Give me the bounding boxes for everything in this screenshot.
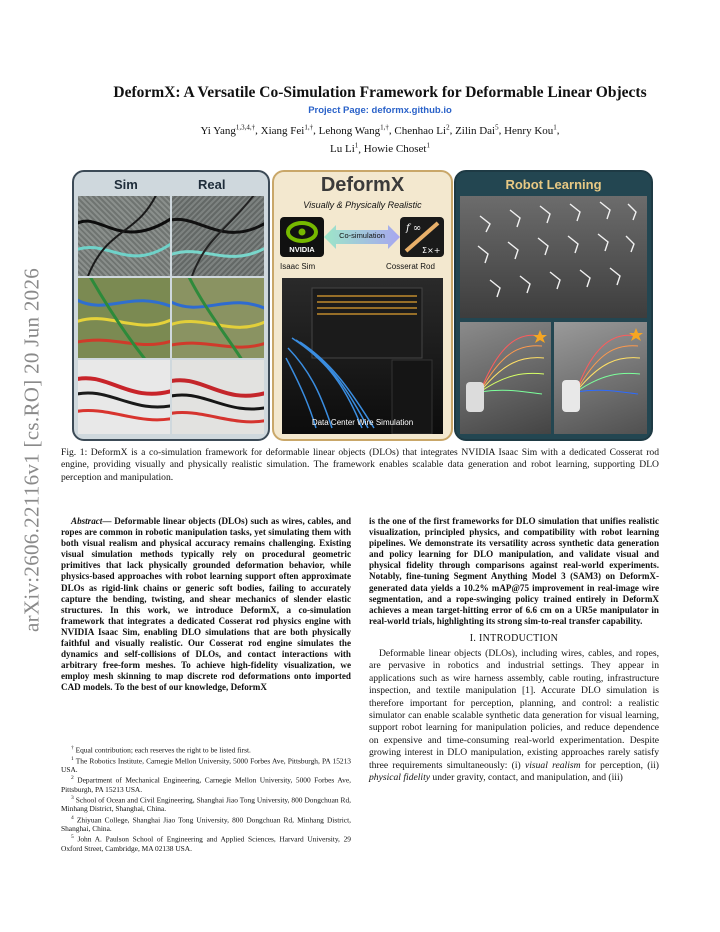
figure-caption: Fig. 1: DeformX is a co-simulation framework for deformable linear objects (DLOs) that integrates NVIDIA Isaac Sim with a dedicated Cosserat rod engine, providing visually and physically realistic simulation. The framework enables scalable data generation and robot learning, supporting DLO perception and manipulation. — [61, 447, 659, 483]
rope-grid-image — [460, 196, 647, 318]
robot-learning-panel — [454, 170, 653, 441]
deformx-panel — [272, 170, 453, 441]
footnote: $^1$ The Robotics Institute, Carnegie Mellon University, 5000 Forbes Ave, Pittsburgh, PA 15213 USA. — [61, 755, 351, 775]
sim-swing-image — [460, 322, 551, 434]
author: Henry Kou$^1$ — [504, 123, 557, 137]
author: Lu Li$^1$ — [330, 141, 359, 156]
section-heading: I. INTRODUCTION — [469, 632, 559, 644]
nvidia-logo: NVIDIA — [280, 217, 324, 257]
real-rope-image — [172, 360, 264, 434]
abstract: Abstract— Deformable linear objects (DLOs) such as wires, cables, and ropes are common in robotic manipulation tasks, yet simulating them with both visual realism and physical accuracy remains challenging. Existing visual simulation methods typically rely on procedural geometric primitives that lack physically grounded deformation behavior, while physics-based approaches with robot learning support often approximate DLOs as rigid-link chains or generic soft bodies, failing to accurately capture the bending, twisting, and shear mechanics of slender elastic structures. In this work, we introduce DeformX, a co-simulation framework that integrates a dedicated Cosserat rod physics engine with NVIDIA Isaac Sim, enabling DLO simulations that are both physically faithful and visually realistic. Our Cosserat rod engine simulates the dynamics and self-collisions of DLOs, and contact interactions with arbitrary free-form meshes. To achieve high-fidelity visualization, we employ mesh skinning to map discrete rod deformations onto imported CAD models. To the best of our knowledge, DeformX — [61, 516, 351, 693]
sim-rope-image — [78, 360, 170, 434]
sim-cable-image — [78, 278, 170, 358]
project-page-link[interactable]: Project Page: deformx.github.io — [308, 105, 452, 116]
sim-real-panel — [72, 170, 270, 441]
real-cable-image — [172, 278, 264, 358]
abstract-label: Abstract — [71, 516, 103, 526]
real-wire-image — [172, 196, 264, 276]
footnote: $^5$ John A. Paulson School of Engineering and Applied Sciences, Harvard University, 29 Oxford Street, Cambridge, MA 02138 USA. — [61, 834, 351, 853]
footnote: $^2$ Department of Mechanical Engineering, Carnegie Mellon University, 5000 Forbes Ave, Pittsburgh, PA 15213 USA. — [61, 775, 351, 794]
author: Chenhao Li$^2$ — [394, 123, 450, 137]
real-swing-image — [554, 322, 647, 434]
svg-text:f ∞: f ∞ — [406, 223, 422, 234]
sim-label: Sim — [114, 177, 138, 192]
robot-learning-label: Robot Learning — [505, 177, 602, 192]
footnote: $^4$ Zhiyuan College, Shanghai Jiao Tong University, 800 Dongchuan Rd, Minhang District, Shanghai, China. — [61, 814, 351, 834]
isaac-sim-label: Isaac Sim — [280, 262, 316, 271]
datacenter-label: Data Center Wire Simulation — [311, 418, 414, 427]
author-list: Yi Yang$^{1,3,4,\dagger}$, Xiang Fei$^{1,\dagger}$, Lehong Wang$^{1,\dagger}$, Chenhao Li$^2$, Zilin Dai$^5$, Henry Kou$^1$, Lu Li$^1$, Howie Choset$^1$ — [200, 123, 560, 156]
arxiv-stamp: arXiv:2606.22116v1 [cs.RO] 20 Jun 2026 — [19, 267, 44, 633]
author: Xiang Fei$^{1,\dagger}$ — [260, 123, 314, 137]
footnote: $^3$ School of Ocean and Civil Engineering, Shanghai Jiao Tong University, 800 Dongchuan Rd, Minhang District, Shanghai, China. — [61, 794, 351, 814]
deformx-subtitle: Visually & Physically Realistic — [303, 200, 422, 210]
svg-text:Σ×+: Σ×+ — [422, 246, 441, 255]
cosserat-rod-icon — [400, 217, 444, 257]
cosim-label: Co-simulation — [339, 231, 385, 240]
footnotes — [61, 744, 351, 853]
right-column — [369, 516, 659, 785]
author: Zilin Dai$^5$ — [455, 123, 499, 137]
author: Howie Choset$^1$ — [363, 141, 430, 156]
sim-wire-image — [78, 196, 170, 276]
author: Yi Yang$^{1,3,4,\dagger}$ — [200, 123, 256, 137]
author: Lehong Wang$^{1,\dagger}$ — [318, 123, 389, 137]
abstract-continued: is the one of the first frameworks for DLO simulation that unifies realistic visualization, principled physics, and compatibility with robot learning pipelines. We demonstrate its versatility across synthetic data generation and policy learning for DLO manipulation, and validate visual and physical fidelity through comparisons against real-world experiments. Notably, fine-tuning Segment Anything Model 3 (SAM3) on DeformX-generated data yields a 10.2% mAP@75 improvement in real-image wire segmentation, and a rope-swinging policy trained entirely in DeformX achieves a mean target-hitting error of 6.6 cm on a UR5e manipulator in real-world trials, highlighting its strong sim-to-real transfer capability. — [369, 516, 659, 626]
real-label: Real — [198, 177, 226, 192]
paper-title: DeformX: A Versatile Co-Simulation Framework for Deformable Linear Objects — [113, 84, 647, 101]
introduction-text: Deformable linear objects (DLOs), including wires, cables, and ropes, are pervasive in robotics and industrial settings. They appear in applications such as wire harness assembly, cable routing, infrastructure inspection, and textile manipulation [1]. Accurate DLO simulation is therefore important for perception, planning, and control: a realistic simulator can enable scalable synthetic data generation for visual learning, support robot learning for manipulation policies, and reduce dependence on expensive and time-consuming real-world experimentation. Despite growing interest in DLO manipulation, existing approaches rarely satisfy three requirements simultaneously: (i) visual realism for perception, (ii) physical fidelity under gravity, contact, and manipulation, and (iii) — [369, 648, 659, 784]
datacenter-image — [282, 278, 443, 434]
footnote: † Equal contribution; each reserves the right to be listed first. — [71, 745, 251, 755]
deformx-title: DeformX — [320, 174, 405, 196]
cosserat-label: Cosserat Rod — [386, 262, 435, 271]
